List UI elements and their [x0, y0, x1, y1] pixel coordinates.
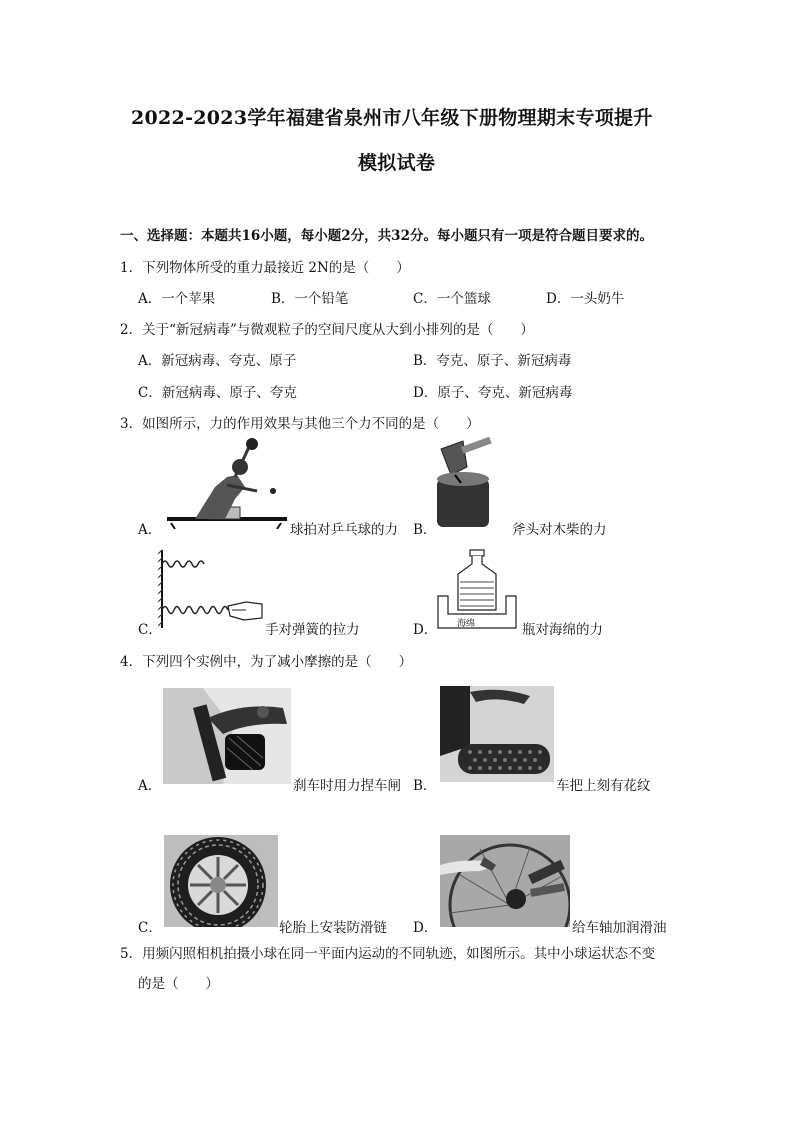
question-4-option-a[interactable]: A．	[138, 778, 162, 794]
section-header: 一、选择题：本题共16小题，每小题2分，共32分。每小题只有一项是符合题目要求的。	[120, 228, 653, 244]
question-3-option-d[interactable]: D．	[413, 622, 438, 638]
question-3-caption-d: 瓶对海绵的力	[522, 622, 603, 638]
question-4-option-d[interactable]: D．	[413, 920, 438, 936]
question-4-option-c[interactable]: C．	[138, 920, 162, 936]
sponge-label: 海绵	[457, 619, 476, 629]
question-1-stem: 1．下列物体所受的重力最接近 2N的是（ ）	[120, 260, 410, 276]
handlebar-grip-photo	[440, 686, 554, 782]
bottle-sponge-figure	[436, 548, 518, 632]
question-1-option-a[interactable]: A．一个苹果	[138, 291, 216, 307]
question-1-option-b[interactable]: B．一个铅笔	[271, 291, 349, 307]
question-4-stem: 4．下列四个实例中，为了减小摩擦的是（ ）	[120, 654, 413, 670]
question-2-option-d[interactable]: D．原子、夸克、新冠病毒	[413, 385, 573, 401]
question-3-caption-a: 球拍对乒乓球的力	[290, 522, 398, 538]
question-3-caption-b: 斧头对木柴的力	[512, 522, 607, 538]
oiling-axle-photo	[440, 835, 570, 927]
question-4-caption-a: 刹车时用力捏车闸	[293, 778, 401, 794]
question-3-stem: 3．如图所示，力的作用效果与其他三个力不同的是（ ）	[120, 416, 480, 432]
question-4-option-b[interactable]: B．	[413, 778, 437, 794]
question-2-option-b[interactable]: B．夸克、原子、新冠病毒	[413, 353, 572, 369]
question-4-caption-c: 轮胎上安装防滑链	[279, 920, 387, 936]
question-3-option-c[interactable]: C．	[138, 622, 162, 638]
snow-chain-tire-photo	[164, 835, 278, 927]
question-4-caption-b: 车把上刻有花纹	[556, 778, 651, 794]
brake-lever-photo	[163, 688, 291, 784]
question-1-option-d[interactable]: D．一头奶牛	[546, 291, 625, 307]
question-4-caption-d: 给车轴加润滑油	[572, 920, 667, 936]
page-subtitle: 模拟试卷	[358, 152, 436, 174]
axe-wood-figure	[433, 437, 495, 529]
question-3-option-b[interactable]: B．	[413, 522, 437, 538]
question-1-option-c[interactable]: C．一个篮球	[413, 291, 491, 307]
question-5-stem-line2: 的是（ ）	[138, 976, 219, 992]
question-2-stem: 2．关于“新冠病毒”与微观粒子的空间尺度从大到小排列的是（ ）	[120, 322, 534, 338]
question-5-stem-line1: 5．用频闪照相机拍摄小球在同一平面内运动的不同轨迹，如图所示。其中小球运状态不变	[120, 946, 656, 962]
question-3-option-a[interactable]: A．	[138, 522, 162, 538]
question-3-caption-c: 手对弹簧的拉力	[265, 622, 360, 638]
spring-hand-figure	[158, 548, 266, 630]
table-tennis-figure	[165, 437, 289, 529]
question-2-option-a[interactable]: A．新冠病毒、夸克、原子	[138, 353, 297, 369]
page-title: 2022-2023学年福建省泉州市八年级下册物理期末专项提升	[131, 107, 653, 129]
question-2-option-c[interactable]: C．新冠病毒、原子、夸克	[138, 385, 297, 401]
